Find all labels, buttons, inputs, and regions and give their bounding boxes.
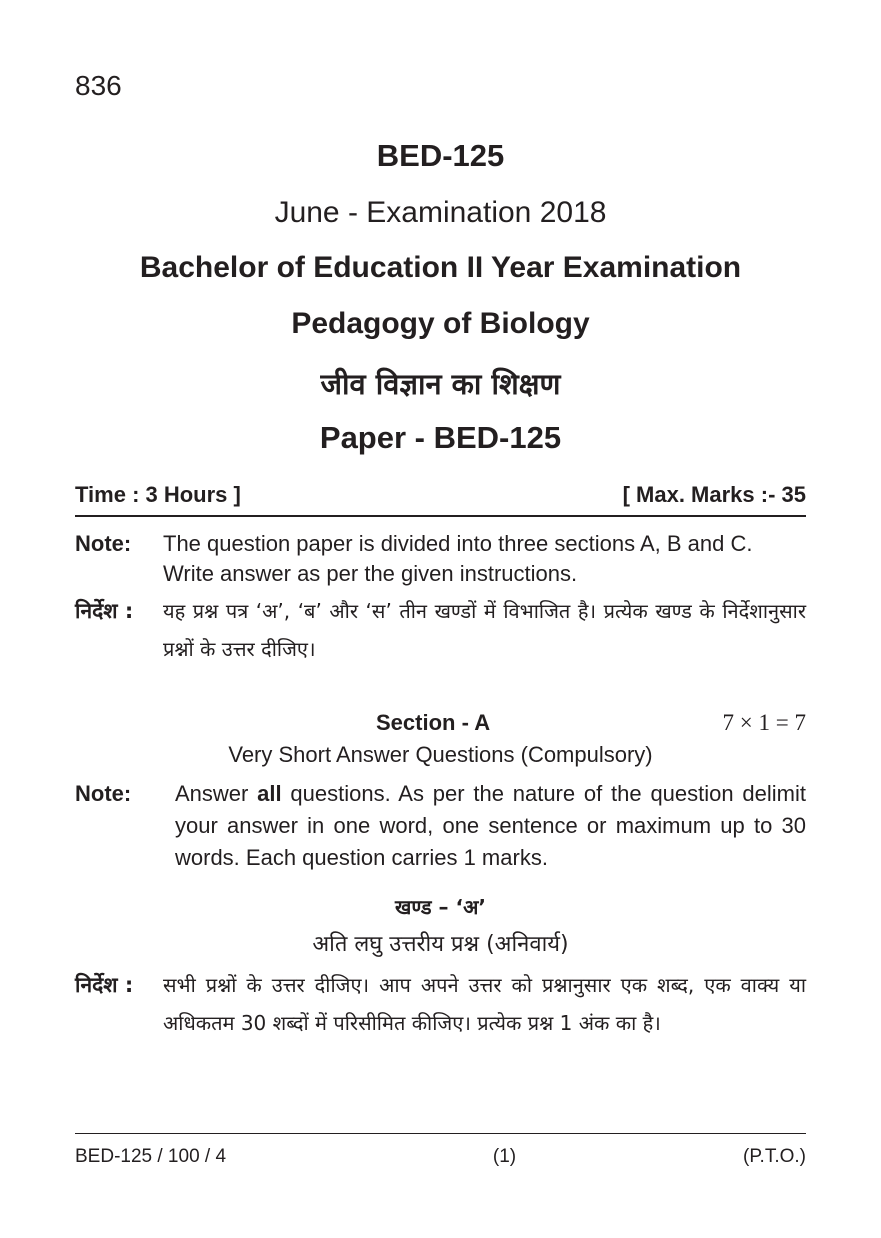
- section-a-note-hindi: [75, 966, 806, 1042]
- emphasis-all: all: [257, 781, 282, 806]
- section-a-marks: 7 × 1 = 7: [722, 710, 806, 735]
- section-a-hindi-label: निर्देश :: [75, 973, 134, 997]
- section-a-subtitle-hi: अति लघु उत्तरीय प्रश्न (अनिवार्य): [312, 932, 569, 957]
- subject-title-en: Pedagogy of Biology: [291, 307, 590, 340]
- footer-pto: (P.T.O.): [743, 1146, 806, 1167]
- subject-title-hi: जीव विज्ञान का शिक्षण: [320, 367, 561, 401]
- general-note-hindi: [75, 592, 806, 668]
- section-a-note: [75, 778, 806, 874]
- general-note: [75, 529, 806, 589]
- page-footer: [75, 1146, 806, 1168]
- paper-code-number: 836: [75, 70, 122, 101]
- programme-title: Bachelor of Education II Year Examination: [139, 251, 742, 284]
- paper-label: Paper - BED-125: [319, 420, 562, 455]
- section-a-subtitle: Very Short Answer Questions (Compulsory): [228, 742, 653, 767]
- hindi-note-label: निर्देश :: [75, 599, 134, 623]
- note-label: Note:: [75, 531, 132, 556]
- header-divider: [75, 515, 806, 517]
- section-a-title-hi: खण्ड – ‘अ’: [395, 895, 486, 919]
- section-a-hindi-text: सभी प्रश्नों के उत्तर दीजिए। आप अपने उत्तर को प्रश्नानुसार एक शब्द, एक वाक्य या अधिकतम 30 शब्दों में परिसीमित कीजिए। प्रत्येक प्रश्न 1 अंक का है।: [163, 973, 806, 1035]
- section-a-note-text: Answer all questions. As per the nature of the question delimit your answer in one word, one sentence or maximum up to 30 words. Each question carries 1 marks.: [175, 781, 806, 870]
- footer-page-number: (1): [492, 1146, 517, 1167]
- hindi-note-text: यह प्रश्न पत्र ‘अ’, ‘ब’ और ‘स’ तीन खण्डों में विभाजित है। प्रत्येक खण्ड के निर्देशानुसार प्रश्नों के उत्तर दीजिए।: [163, 599, 806, 661]
- max-marks: [ Max. Marks :- 35: [622, 482, 806, 507]
- section-a-title: Section - A: [376, 710, 491, 735]
- footer-divider: [75, 1133, 806, 1134]
- exam-session: June - Examination 2018: [274, 196, 607, 229]
- footer-paper-ref: BED-125 / 100 / 4: [75, 1146, 227, 1167]
- note-text: The question paper is divided into three sections A, B and C. Write answer as per the given instructions.: [163, 531, 753, 586]
- time-allowed: Time : 3 Hours ]: [75, 482, 241, 507]
- exam-meta-row: [75, 482, 806, 508]
- paper-code-title: BED-125: [376, 138, 505, 173]
- section-a-note-label: Note:: [75, 781, 132, 806]
